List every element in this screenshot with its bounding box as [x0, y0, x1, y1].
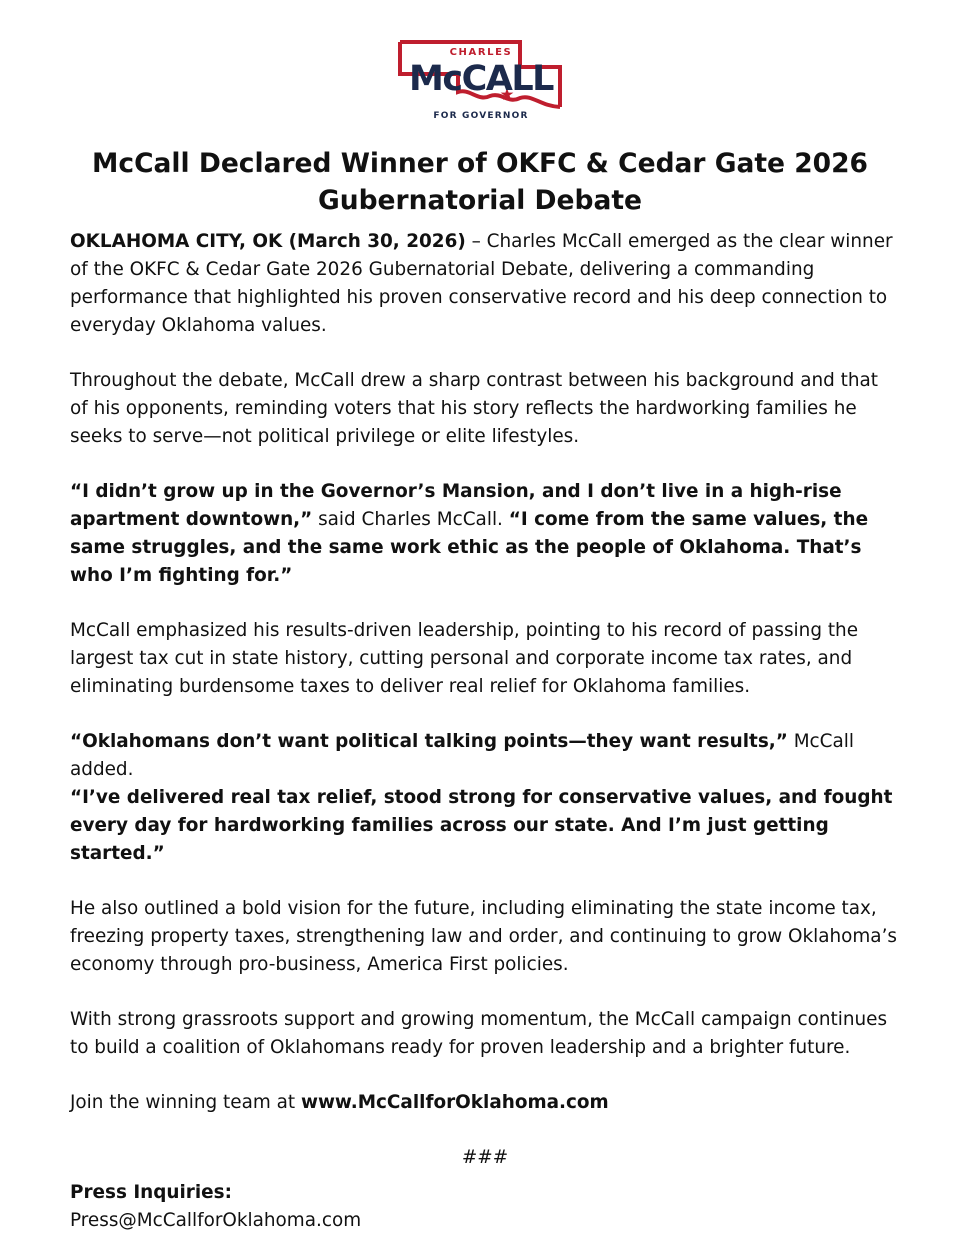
logo-last-name: McCALL [409, 59, 553, 99]
paragraph-join: Join the winning team at www.McCallforOklahoma.com [70, 1092, 609, 1113]
paragraph-record: McCall emphasized his results-driven leadership, pointing to his record of passing the largest tax cut in state history, cutting personal and corporate income tax rates, and eliminating burdensome taxes to deliver real relief for Oklahoma families. [70, 620, 859, 697]
paragraph-quote-1 [70, 478, 900, 590]
logo-first-name: CHARLES [398, 47, 564, 58]
end-mark: ### [461, 1147, 509, 1168]
quote-text: “Oklahomans don’t want political talking points—they want results,” [70, 731, 788, 752]
quote-attribution: said Charles McCall. [312, 509, 509, 530]
paragraph-intro: OKLAHOMA CITY, OK (March 30, 2026) – Charles McCall emerged as the clear winner of the OKFC & Cedar Gate 2026 Gubernatorial Debate, delivering a commanding performance that highlighted his proven conservative record and his deep connection to everyday Oklahoma values. [70, 231, 893, 336]
paragraph-quote-2 [70, 728, 900, 868]
quote-text: “I come from the same values, the same struggles, and the same work ethic as the people of Oklahoma. That’s who I’m fighting for.” [70, 509, 869, 586]
quote-text: “I didn’t grow up in the Governor’s Mansion, and I don’t live in a high-rise apartment downtown,” [70, 481, 842, 530]
quote-attribution: McCall added. [70, 731, 854, 780]
headline: McCall Declared Winner of OKFC & Cedar Gate 2026 Gubernatorial Debate [92, 148, 868, 216]
paragraph-contrast: Throughout the debate, McCall drew a sharp contrast between his background and that of his opponents, reminding voters that his story reflects the hardworking families he seeks to serve—not political privilege or elite lifestyles. [70, 370, 878, 447]
quote-text: “I’ve delivered real tax relief, stood strong for conservative values, and fought every day for hardworking families across our state. And I’m just getting started.” [70, 787, 893, 864]
press-email-link[interactable]: Press@McCallforOklahoma.com [70, 1210, 362, 1231]
campaign-logo [398, 40, 564, 126]
logo-subtitle: FOR GOVERNOR [398, 111, 564, 121]
website-link[interactable]: www.McCallforOklahoma.com [300, 1092, 609, 1113]
release-body [70, 228, 900, 1235]
paragraph-momentum: With strong grassroots support and growing momentum, the McCall campaign continues to build a coalition of Oklahomans ready for proven leadership and a brighter future. [70, 1009, 888, 1058]
dateline: OKLAHOMA CITY, OK (March 30, 2026) [70, 231, 466, 252]
paragraph-vision: He also outlined a bold vision for the future, including eliminating the state income tax, freezing property taxes, strengthening law and order, and continuing to grow Oklahoma’s economy through pro-business, America First policies. [70, 898, 897, 975]
press-inquiries-heading: Press Inquiries: [70, 1182, 232, 1203]
